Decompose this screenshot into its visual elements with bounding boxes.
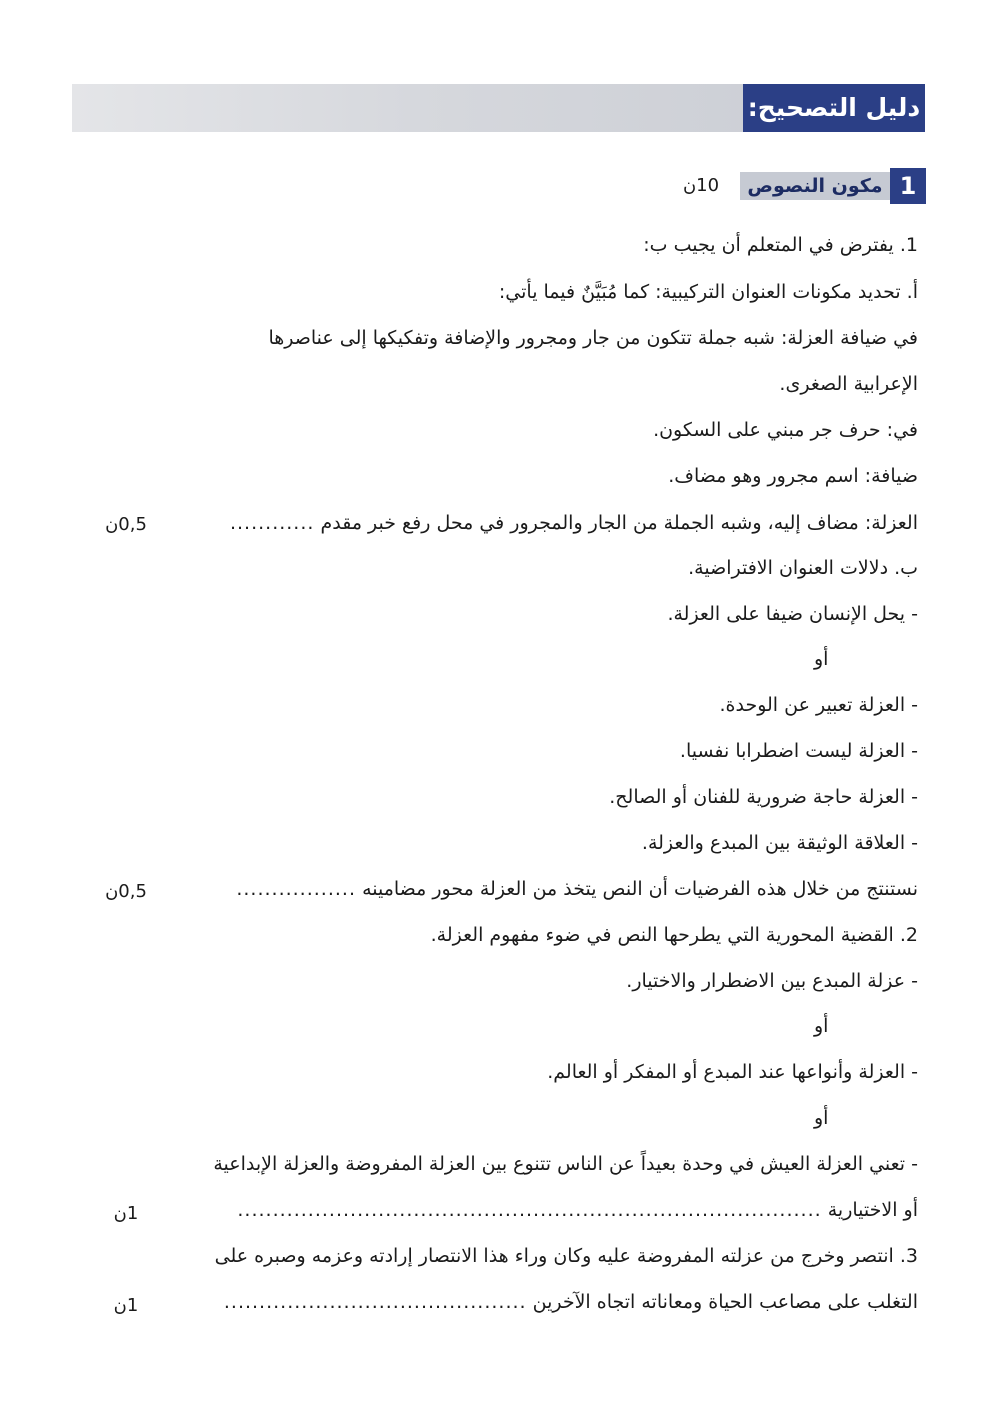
- or-separator: أو: [814, 648, 829, 670]
- answer-line: [236, 874, 918, 904]
- answer-line: 1. يفترض في المتعلم أن يجيب ب:: [643, 234, 918, 256]
- answer-line: - يحل الإنسان ضيفا على العزلة.: [667, 603, 918, 625]
- section-points: 10ن: [682, 175, 720, 196]
- header-banner: [72, 84, 925, 132]
- answer-text: أو الاختيارية: [827, 1199, 918, 1221]
- or-separator: أو: [814, 1107, 829, 1129]
- answer-line: [230, 508, 918, 538]
- or-separator: أو: [814, 1015, 829, 1037]
- score-label: 1ن: [113, 1203, 139, 1224]
- answer-line: في ضيافة العزلة: شبه جملة تتكون من جار ومجرور والإضافة وتفكيكها إلى عناصرها: [268, 327, 918, 349]
- answer-line: - عزلة المبدع بين الاضطرار والاختيار.: [626, 970, 918, 992]
- answer-line: - العزلة وأنواعها عند المبدع أو المفكر أو العالم.: [547, 1061, 918, 1083]
- page-title: دليل التصحيح:: [743, 84, 925, 132]
- answer-line: أ. تحديد مكونات العنوان التركيبية: كما مُبَيَّنٌ فيما يأتي:: [498, 281, 918, 303]
- answer-line: 2. القضية المحورية التي يطرحها النص في ضوء مفهوم العزلة.: [430, 924, 918, 946]
- section-title: مكون النصوص: [740, 172, 890, 200]
- dot-leader: ...................................................................................: [237, 1199, 822, 1221]
- dot-leader: ...........................................: [223, 1291, 527, 1313]
- answer-line: [224, 1287, 918, 1317]
- answer-line: 3. انتصر وخرج من عزلته المفروضة عليه وكان وراء هذا الانتصار إرادته وعزمه وصبره على: [214, 1245, 918, 1267]
- answer-line: [237, 1195, 918, 1225]
- section-number: 1: [890, 168, 926, 204]
- answer-text: نستنتج من خلال هذه الفرضيات أن النص يتخذ من العزلة محور مضامينه: [362, 878, 918, 900]
- answer-line: - العزلة ليست اضطرابا نفسيا.: [679, 740, 918, 762]
- dot-leader: ............: [229, 512, 315, 534]
- answer-text: التغلب على مصاعب الحياة ومعاناته اتجاه الآخرين: [532, 1291, 918, 1313]
- answer-line: - العزلة تعبير عن الوحدة.: [719, 694, 918, 716]
- answer-line: ضيافة: اسم مجرور وهو مضاف.: [668, 465, 918, 487]
- section-header: [670, 168, 926, 204]
- answer-line: ب. دلالات العنوان الافتراضية.: [688, 557, 918, 579]
- answer-line: - تعني العزلة العيش في وحدة بعيداً عن الناس تتنوع بين العزلة المفروضة والعزلة الإبداعية: [213, 1153, 918, 1175]
- answer-line: - العزلة حاجة ضرورية للفنان أو الصالح.: [609, 786, 918, 808]
- answer-line: الإعرابية الصغرى.: [779, 373, 918, 395]
- dot-leader: .................: [236, 878, 357, 900]
- answer-line: - العلاقة الوثيقة بين المبدع والعزلة.: [641, 832, 918, 854]
- score-label: 1ن: [113, 1295, 139, 1316]
- score-label: 0,5ن: [105, 881, 147, 902]
- answer-line: في: حرف جر مبني على السكون.: [653, 419, 918, 441]
- score-label: 0,5ن: [105, 514, 147, 535]
- answer-text: العزلة: مضاف إليه، وشبه الجملة من الجار والمجرور في محل رفع خبر مقدم: [320, 512, 918, 534]
